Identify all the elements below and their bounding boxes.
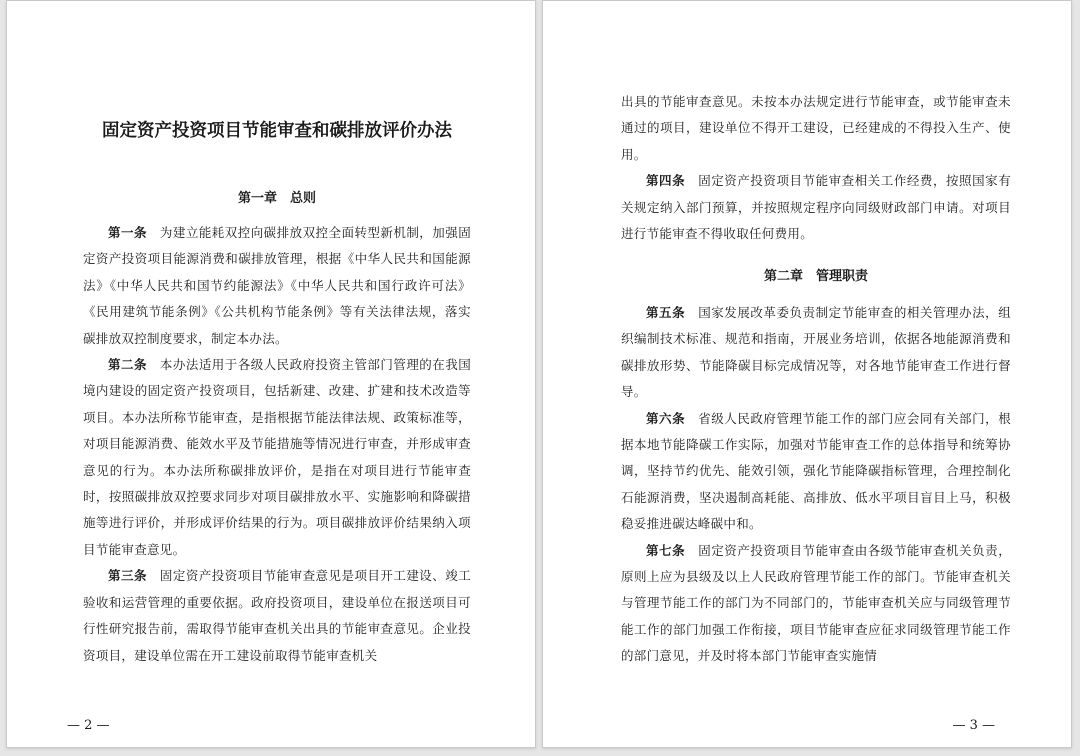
page-number: — 2 — [67, 718, 110, 733]
page-2 [6, 0, 536, 748]
article-6-label: 第六条 [646, 410, 686, 426]
article-3 [83, 563, 471, 669]
article-2-text: 本办法适用于各级人民政府投资主管部门管理的在我国境内建设的固定资产投资项目，包括新建、改建、扩建和技术改造等项目。本办法所称节能审查，是指根据节能法律法规、政策标准等，对项目能源消费、能效水平及节能措施等情况进行审查，并形成审查意见的行为。本办法所称碳排放评价，是指在对项目进行节能审查时，按照碳排放双控要求同步对项目碳排放水平、实施影响和降碳措施等进行评价，并形成评价结果的行为。项目碳排放评价结果纳入项目节能审查意见。 [83, 357, 472, 557]
article-4-text: 固定资产投资项目节能审查相关工作经费，按照国家有关规定纳入部门预算，并按照规定程序向同级财政部门申请。对项目进行节能审查不得收取任何费用。 [621, 173, 1011, 242]
chapter-1-heading: 第一章 总则 [237, 191, 316, 206]
article-1-text: 为建立能耗双控向碳排放双控全面转型新机制，加强固定资产投资项目能源消费和碳排放管理，根据《中华人民共和国能源法》《中华人民共和国节约能源法》《中华人民共和国行政许可法》《民用建筑节能条例》《公共机构节能条例》等有关法律法规，落实碳排放双控制度要求，制定本办法。 [83, 225, 472, 346]
article-7 [621, 538, 1011, 670]
article-1-label: 第一条 [108, 225, 147, 240]
article-2 [83, 352, 471, 563]
article-3-label: 第三条 [108, 568, 147, 584]
article-3-continued: 出具的节能审查意见。未按本办法规定进行节能审查，或节能审查未通过的项目，建设单位不得开工建设，已经建成的不得投入生产、使用。 [621, 94, 1011, 162]
article-2-label: 第二条 [108, 357, 147, 373]
article-6 [621, 406, 1011, 538]
article-4-label: 第四条 [646, 173, 686, 189]
article-7-text: 固定资产投资项目节能审查由各级节能审查机关负责，原则上应为县级及以上人民政府管理节能工作的部门。节能审查机关与管理节能工作的部门为不同部门的，节能审查机关应与同级管理节能工作的部门加强工作衔接，项目节能审查应征求同级管理节能工作的部门意见，并及时将本部门节能审查实施情 [621, 542, 1011, 664]
page-number: — 3 — [952, 718, 995, 733]
article-5-label: 第五条 [646, 305, 686, 320]
article-1 [83, 220, 471, 352]
article-5-text: 国家发展改革委负责制定节能审查的相关管理办法，组织编制技术标准、规范和指南，开展业务培训，依据各地能源消费和碳排放形势、节能降碳目标完成情况等，对各地节能审查工作进行督导。 [621, 305, 1011, 400]
chapter-2-heading: 第二章 管理职责 [763, 269, 868, 284]
page-3 [542, 0, 1072, 748]
article-6-text: 省级人民政府管理节能工作的部门应会同有关部门，根据本地节能降碳工作实际，加强对节能审查工作的总体指导和统筹协调，坚持节约优先、能效引领，强化节能降碳指标管理，合理控制化石能源消费，坚决遏制高耗能、高排放、低水平项目盲目上马，积极稳妥推进碳达峰碳中和。 [621, 410, 1011, 532]
article-5 [621, 300, 1011, 406]
document-title: 固定资产投资项目节能审查和碳排放评价办法 [102, 121, 452, 141]
article-7-label: 第七条 [646, 542, 686, 558]
article-4 [621, 168, 1011, 247]
article-3-text: 固定资产投资项目节能审查意见是项目开工建设、竣工验收和运营管理的重要依据。政府投资项目，建设单位在报送项目可行性研究报告前，需取得节能审查机关出具的节能审查意见。企业投资项目，建设单位需在开工建设前取得节能审查机关 [83, 568, 472, 663]
